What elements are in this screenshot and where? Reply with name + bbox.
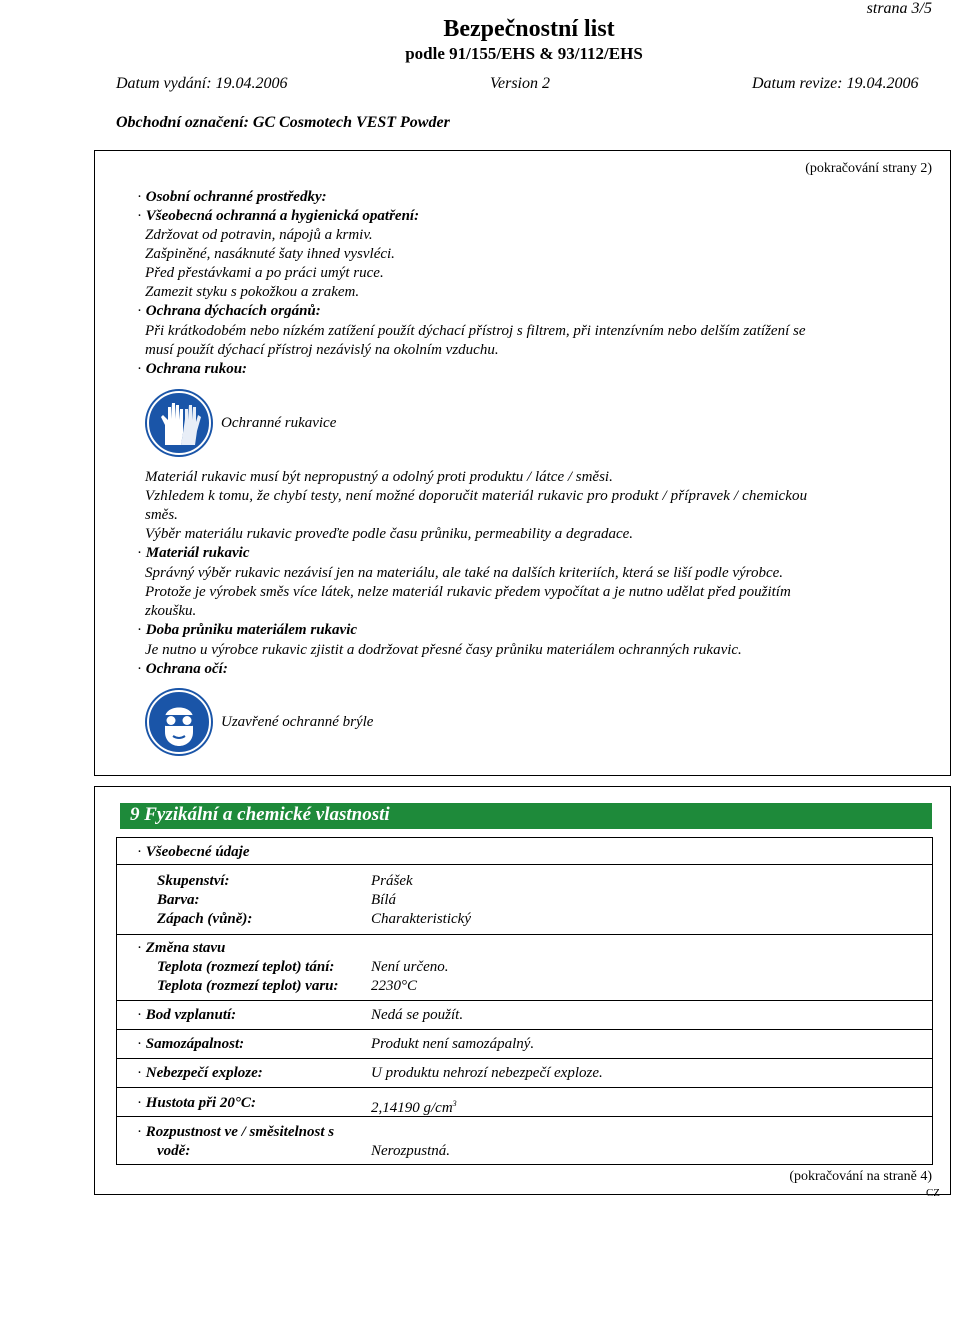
form-value: Prášek bbox=[371, 873, 413, 889]
glove-material-text: Vzhledem k tomu, že chybí testy, není možné doporučit materiál rukavic pro produkt / přípravek / chemickou bbox=[145, 488, 808, 504]
language-code: CZ bbox=[925, 1187, 940, 1199]
eye-heading: · Ochrana očí: bbox=[137, 661, 228, 677]
boiling-value: 2230°C bbox=[371, 978, 418, 994]
solubility-label: vodě: bbox=[157, 1143, 191, 1159]
color-value: Bílá bbox=[371, 892, 396, 908]
hygiene-line: Před přestávkami a po práci umýt ruce. bbox=[145, 265, 384, 281]
glove-material-body: Správný výběr rukavic nezávisí jen na materiálu, ale také na dalších kriteriích, která se liší podle výrobce. bbox=[145, 565, 784, 581]
glove-material-text: směs. bbox=[145, 507, 178, 523]
hand-heading: · Ochrana rukou: bbox=[137, 361, 248, 377]
respiratory-heading: · Ochrana dýchacích orgánů: bbox=[137, 303, 321, 319]
hygiene-heading: · Všeobecná ochranná a hygienická opatření: bbox=[137, 208, 420, 224]
breakthrough-text: Je nutno u výrobce rukavic zjistit a dodržovat přesné časy průniku materiálem ochranných rukavic. bbox=[145, 642, 742, 658]
odor-value: Charakteristický bbox=[371, 911, 471, 927]
goggles-icon bbox=[145, 688, 213, 756]
odor-label: Zápach (vůně): bbox=[157, 911, 253, 927]
color-label: Barva: bbox=[157, 892, 200, 908]
explosion-label: · Nebezpečí exploze: bbox=[137, 1065, 263, 1081]
goggles-label: Uzavřené ochranné brýle bbox=[221, 714, 374, 730]
respiratory-text: Při krátkodobém nebo nízkém zatížení použít dýchací přístroj s filtrem, při intenzívním nebo delším zatížení se bbox=[145, 323, 806, 339]
explosion-value: U produktu nehrozí nebezpečí exploze. bbox=[371, 1065, 603, 1081]
glove-material-heading: · Materiál rukavic bbox=[137, 545, 250, 561]
version: Version 2 bbox=[490, 75, 550, 92]
density-value: 2,14190 $g/cm^3$ bbox=[371, 1099, 457, 1116]
density-label: · Hustota při 20°C: bbox=[137, 1095, 256, 1111]
flash-label: · Bod vzplanutí: bbox=[137, 1007, 237, 1023]
breakthrough-heading: · Doba průniku materiálem rukavic bbox=[137, 622, 358, 638]
hygiene-line: Zdržovat od potravin, nápojů a krmiv. bbox=[145, 227, 373, 243]
respiratory-text: musí použít dýchací přístroj nezávislý na okolním vzduchu. bbox=[145, 342, 499, 358]
glove-material-body: zkoušku. bbox=[145, 603, 197, 619]
trade-name: Obchodní označení: GC Cosmotech VEST Powder bbox=[116, 114, 450, 131]
gloves-icon bbox=[145, 389, 213, 457]
continued-to: (pokračování na straně 4) bbox=[789, 1169, 932, 1184]
selfignition-label: · Samozápalnost: bbox=[137, 1036, 245, 1052]
glove-material-text: Materiál rukavic musí být nepropustný a odolný proti produktu / látce / směsi. bbox=[145, 469, 613, 485]
hygiene-line: Zamezit styku s pokožkou a zrakem. bbox=[145, 284, 360, 300]
boiling-label: Teplota (rozmezí teplot) varu: bbox=[157, 978, 339, 994]
melting-value: Není určeno. bbox=[371, 959, 449, 975]
section-9-header: 9 Fyzikální a chemické vlastnosti bbox=[120, 803, 932, 829]
glove-material-text: Výběr materiálu rukavic proveďte podle času průniku, permeability a degradace. bbox=[145, 526, 634, 542]
glove-material-body: Protože je výrobek směs více látek, nelze materiál rukavic předem vypočítat a je nutno udělat před použitím bbox=[145, 584, 791, 600]
issue-date: Datum vydání: 19.04.2006 bbox=[116, 75, 288, 92]
document-subtitle: podle 91/155/EHS & 93/112/EHS bbox=[405, 44, 643, 63]
continued-from: (pokračování strany 2) bbox=[805, 161, 932, 176]
page-number: strana 3/5 bbox=[866, 0, 932, 17]
flash-row bbox=[116, 1001, 933, 1030]
selfignition-value: Produkt není samozápalný. bbox=[371, 1036, 535, 1052]
document-title: Bezpečnostní list bbox=[443, 16, 615, 42]
revision-date: Datum revize: 19.04.2006 bbox=[752, 75, 919, 92]
hygiene-line: Zašpiněné, nasáknuté šaty ihned vysvléci. bbox=[145, 246, 395, 262]
ppe-heading: · Osobní ochranné prostředky: bbox=[137, 189, 327, 205]
state-change-heading: · Změna stavu bbox=[137, 940, 226, 956]
solubility-value: Nerozpustná. bbox=[371, 1143, 451, 1159]
solubility-label: · Rozpustnost ve / směsitelnost s bbox=[137, 1124, 335, 1140]
melting-label: Teplota (rozmezí teplot) tání: bbox=[157, 959, 335, 975]
flash-value: Nedá se použít. bbox=[371, 1007, 464, 1023]
gloves-label: Ochranné rukavice bbox=[221, 415, 337, 431]
general-heading: · Všeobecné údaje bbox=[137, 844, 250, 860]
form-label: Skupenství: bbox=[157, 873, 230, 889]
